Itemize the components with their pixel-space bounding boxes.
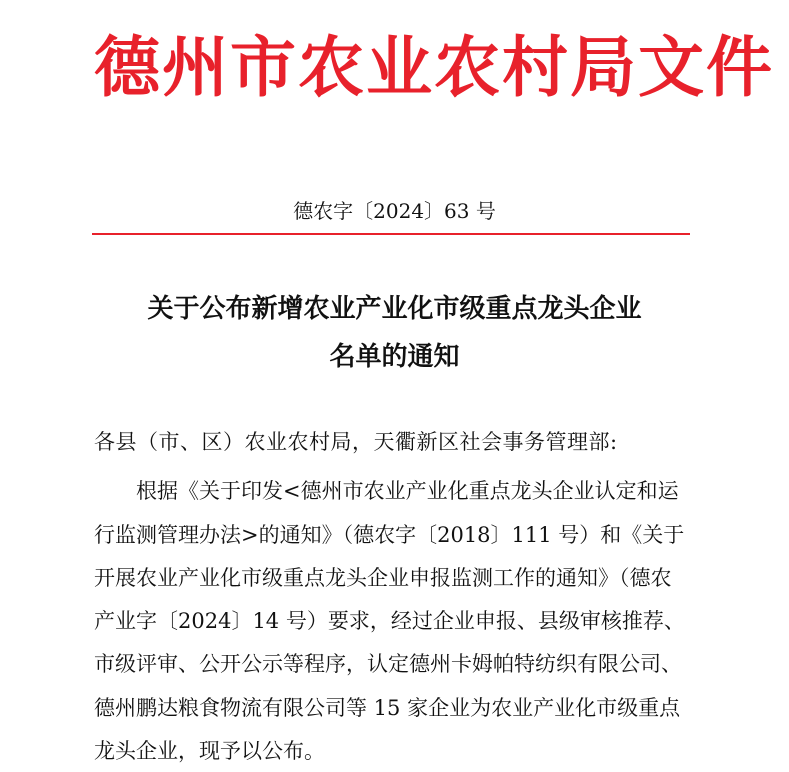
issuer-title: 德州市农业农村局文件: [94, 28, 774, 106]
body-line-3: 开展农业产业化市级重点龙头企业申报监测工作的通知》（德农: [94, 566, 672, 590]
notice-title-line-2: 名单的通知: [329, 342, 460, 372]
notice-title-line-1: 关于公布新增农业产业化市级重点龙头企业: [147, 294, 642, 324]
red-divider: [92, 233, 690, 235]
body-line-4: 产业字〔2024〕14 号）要求，经过企业申报、县级审核推荐、: [94, 609, 685, 633]
document-number: 德农字〔2024〕63 号: [293, 199, 496, 223]
body-line-2: 行监测管理办法>的通知》（德农字〔2018〕111 号）和《关于: [94, 523, 685, 547]
body-line-1: 根据《关于印发<德州市农业产业化重点龙头企业认定和运: [136, 479, 679, 503]
body-line-7: 龙头企业，现予以公布。: [94, 739, 325, 763]
body-line-5: 市级评审、公开公示等程序，认定德州卡姆帕特纺织有限公司、: [94, 652, 682, 676]
addressee-line: 各县（市、区）农业农村局，天衢新区社会事务管理部:: [94, 430, 618, 454]
body-line-6: 德州鹏达粮食物流有限公司等 15 家企业为农业产业化市级重点: [94, 696, 681, 720]
